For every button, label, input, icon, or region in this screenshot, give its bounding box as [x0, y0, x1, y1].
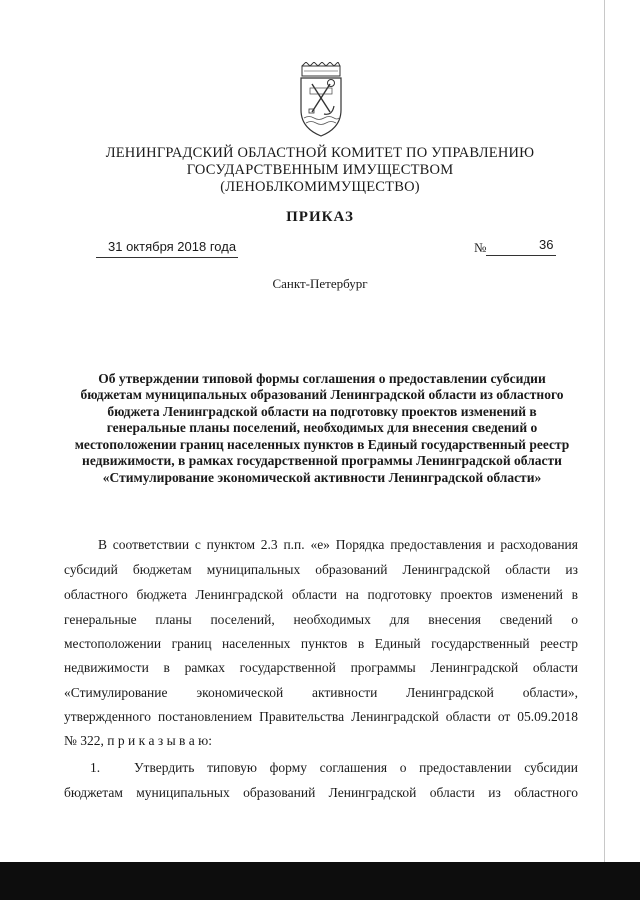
body-paragraph-line: «Стимулирование экономической активности Ленинградской области»,: [64, 685, 578, 700]
body-paragraph-line: № 322, п р и к а з ы в а ю:: [64, 733, 212, 748]
coat-of-arms-icon: [296, 62, 346, 138]
scan-bottom-border: [0, 862, 640, 900]
document-number: 36: [539, 237, 554, 252]
subject-line: недвижимости, в рамках государственной программы Ленинградской области: [82, 453, 562, 468]
organization-name-line1: ЛЕНИНГРАДСКИЙ ОБЛАСТНОЙ КОМИТЕТ ПО УПРАВЛЕНИЮ: [105, 145, 535, 161]
list-item-continuation: бюджетам муниципальных образований Ленинградской области из областного: [64, 785, 578, 800]
list-item-number: 1.: [90, 760, 101, 775]
body-paragraph-line: субсидий бюджетам муниципальных образований Ленинградской области из: [64, 562, 578, 577]
number-underline: [486, 255, 556, 256]
organization-name-line2: ГОСУДАРСТВЕННЫМ ИМУЩЕСТВОМ: [186, 162, 454, 178]
subject-line: бюджетам муниципальных образований Ленинградской области из областного: [80, 387, 564, 402]
number-sign: №: [474, 240, 487, 255]
list-item-text: Утвердить типовую форму соглашения о предоставлении субсидии: [134, 760, 578, 775]
document-title: ПРИКАЗ: [286, 209, 354, 225]
document-date: 31 октября 2018 года: [108, 239, 237, 254]
organization-abbreviation: (ЛЕНОБЛКОМИМУЩЕСТВО): [220, 179, 420, 195]
body-paragraph-line: местоположении границ населенных пунктов в Единый государственный реестр: [64, 636, 578, 651]
subject-line: «Стимулирование экономической активности Ленинградской области»: [102, 470, 542, 485]
body-paragraph-line: утвержденного постановлением Правительства Ленинградской области от 05.09.2018: [64, 709, 578, 724]
date-underline: [96, 257, 238, 258]
body-paragraph-line: генеральные планы поселений, необходимых для внесения сведений о: [64, 612, 578, 627]
body-paragraph-line: недвижимости в рамках государственной программы Ленинградской области: [64, 660, 578, 675]
subject-line: бюджета Ленинградской области на подготовку проектов изменений в: [107, 404, 537, 419]
body-paragraph-line: В соответствии с пунктом 2.3 п.п. «е» Порядка предоставления и расходования: [98, 537, 578, 552]
subject-line: местоположении границ населенных пунктов в Единый государственный реестр: [74, 437, 570, 452]
subject-line: генеральные планы поселений, необходимых для внесения сведений о: [106, 420, 538, 435]
body-paragraph-line: областного бюджета Ленинградской области на подготовку проектов изменений в: [64, 587, 578, 602]
document-city: Санкт-Петербург: [272, 276, 368, 291]
subject-line: Об утверждении типовой формы соглашения о предоставлении субсидии: [98, 371, 546, 386]
scan-page-edge: [604, 0, 605, 895]
